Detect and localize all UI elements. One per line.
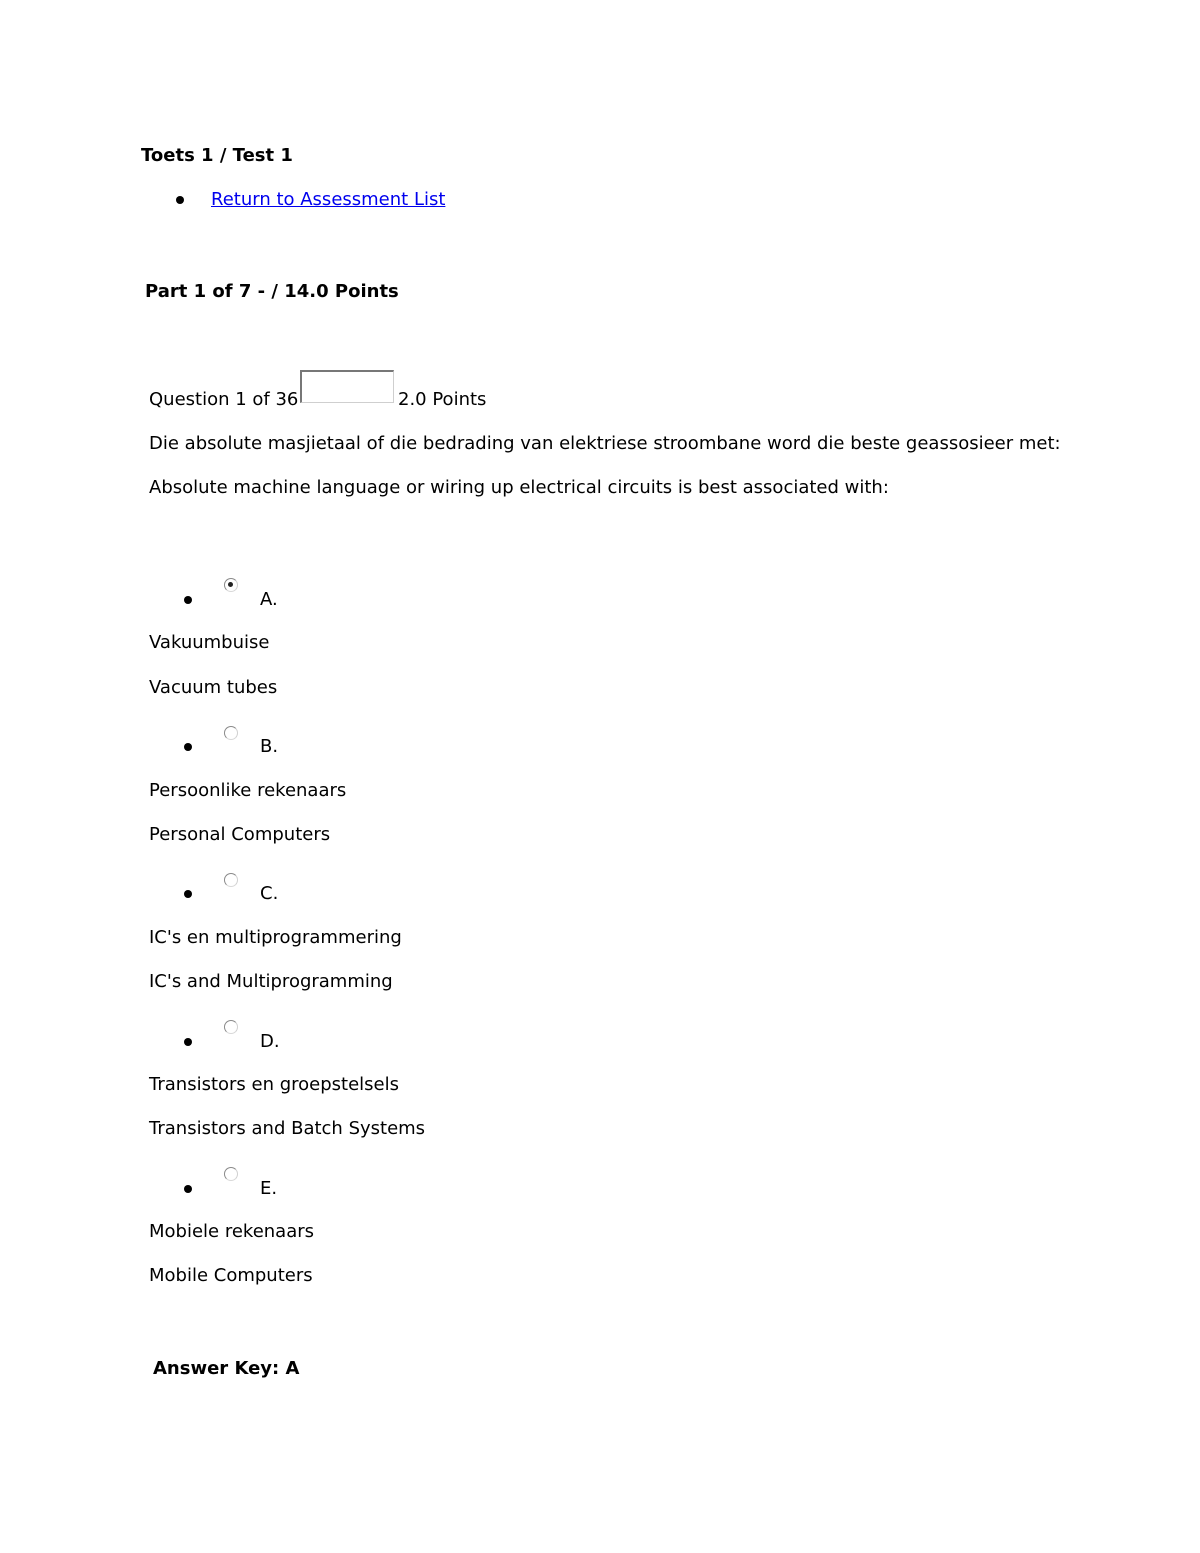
list-bullet bbox=[184, 743, 192, 751]
page-title: Toets 1 / Test 1 bbox=[141, 145, 293, 166]
points-input[interactable] bbox=[300, 370, 394, 403]
answer-key: Answer Key: A bbox=[153, 1358, 300, 1379]
list-bullet bbox=[184, 1185, 192, 1193]
option-c-radio[interactable] bbox=[224, 873, 238, 887]
option-d-radio[interactable] bbox=[224, 1020, 238, 1034]
option-b-text-en: Personal Computers bbox=[149, 824, 331, 845]
option-c-text-af: IC's en multiprogrammering bbox=[149, 927, 402, 948]
option-d-text-af: Transistors en groepstelsels bbox=[149, 1074, 400, 1095]
option-b-radio[interactable] bbox=[224, 726, 238, 740]
option-a-text-af: Vakuumbuise bbox=[149, 632, 270, 653]
question-text-en: Absolute machine language or wiring up electrical circuits is best associated with: bbox=[149, 477, 889, 498]
option-e-text-af: Mobiele rekenaars bbox=[149, 1221, 315, 1242]
option-d-letter: D. bbox=[260, 1031, 280, 1052]
return-to-assessment-list-link[interactable]: Return to Assessment List bbox=[211, 189, 446, 210]
option-d-text-en: Transistors and Batch Systems bbox=[149, 1118, 426, 1139]
option-a-letter: A. bbox=[260, 589, 278, 610]
option-b-text-af: Persoonlike rekenaars bbox=[149, 780, 347, 801]
question-text-af: Die absolute masjietaal of die bedrading van elektriese stroombane word die beste geassosieer met: bbox=[149, 433, 1061, 454]
list-bullet bbox=[184, 1038, 192, 1046]
option-c-letter: C. bbox=[260, 883, 279, 904]
option-e-radio[interactable] bbox=[224, 1167, 238, 1181]
list-bullet bbox=[176, 196, 184, 204]
option-e-letter: E. bbox=[260, 1178, 278, 1199]
option-b-letter: B. bbox=[260, 736, 279, 757]
list-bullet bbox=[184, 596, 192, 604]
option-a-text-en: Vacuum tubes bbox=[149, 677, 278, 698]
option-e-text-en: Mobile Computers bbox=[149, 1265, 313, 1286]
question-label: Question 1 of 36 bbox=[149, 389, 299, 410]
option-a-radio[interactable] bbox=[224, 578, 238, 592]
part-label: Part 1 of 7 - / 14.0 Points bbox=[145, 281, 399, 302]
option-c-text-en: IC's and Multiprogramming bbox=[149, 971, 393, 992]
list-bullet bbox=[184, 890, 192, 898]
question-points: 2.0 Points bbox=[398, 389, 487, 410]
